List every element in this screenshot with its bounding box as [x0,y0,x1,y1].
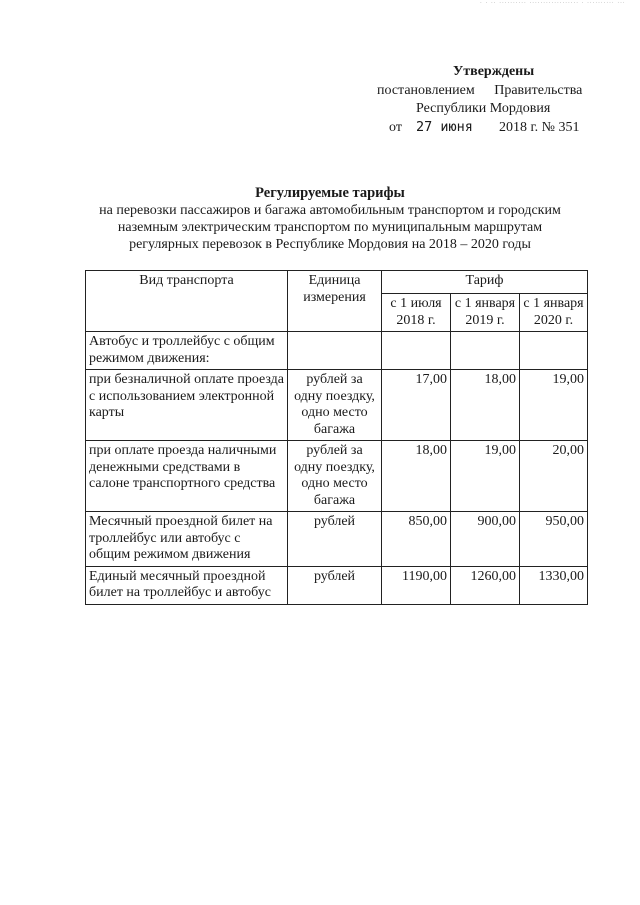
value-2020: 1330,00 [520,566,588,604]
value-2018: 1190,00 [382,566,451,604]
empty-cell [288,332,382,370]
header-period-2019: с 1 января 2019 г. [451,294,520,332]
approval-title: Утверждены [453,64,535,79]
document-heading: Регулируемые тарифы [255,185,405,201]
empty-cell [451,332,520,370]
row-unit: рублей [288,566,382,604]
value-2018: 850,00 [382,512,451,567]
scan-stamp-mark: · · ·· ·········· ·················· · ·········· ··· [480,0,626,6]
value-2018: 18,00 [382,441,451,512]
value-2019: 18,00 [451,370,520,441]
row-unit: рублей [288,512,382,567]
header-period-2018: с 1 июля 2018 г. [382,294,451,332]
value-2020: 950,00 [520,512,588,567]
row-type: при безналичной оплате проезда с использованием электронной карты [86,370,288,441]
row-type: при оплате проезда наличными денежными средствами в салоне транспортного средства [86,441,288,512]
table-header-row [86,271,588,294]
empty-cell [382,332,451,370]
value-2019: 19,00 [451,441,520,512]
document-subtitle-line-1: на перевозки пассажиров и багажа автомобильным транспортом и городским [99,203,561,218]
row-unit: рублей за одну поездку, одно место багажа [288,370,382,441]
table-group-row [86,332,588,370]
document-subtitle-line-3: регулярных перевозок в Республике Мордовия на 2018 – 2020 годы [129,237,531,252]
value-2019: 900,00 [451,512,520,567]
header-tariff: Тариф [382,271,588,294]
row-type: Единый месячный проездной билет на троллейбус и автобус [86,566,288,604]
approval-line-2: Республики Мордовия [416,101,551,116]
approval-date-handwritten: 27 июня [416,119,473,135]
value-2020: 19,00 [520,370,588,441]
approval-date-prefix: от [389,120,402,135]
approval-number: 2018 г. № 351 [499,120,580,135]
value-2020: 20,00 [520,441,588,512]
table-row [86,370,588,441]
document-subtitle-line-2: наземным электрическим транспортом по муниципальным маршрутам [117,220,543,235]
empty-cell [520,332,588,370]
group-label: Автобус и троллейбус с общим режимом движения: [86,332,288,370]
tariff-table [85,270,588,605]
table-row [86,512,588,567]
approval-block [0,0,640,150]
document-title [60,185,600,253]
value-2018: 17,00 [382,370,451,441]
row-unit: рублей за одну поездку, одно место багажа [288,441,382,512]
row-type: Месячный проездной билет на троллейбус или автобус с общим режимом движения [86,512,288,567]
value-2019: 1260,00 [451,566,520,604]
approval-date-line [389,119,580,136]
table-row [86,566,588,604]
header-unit: Единица измерения [288,271,382,332]
header-period-2020: с 1 января 2020 г. [520,294,588,332]
header-type: Вид транспорта [86,271,288,332]
table-row [86,441,588,512]
approval-line-1: постановлением Правительства [377,83,583,98]
